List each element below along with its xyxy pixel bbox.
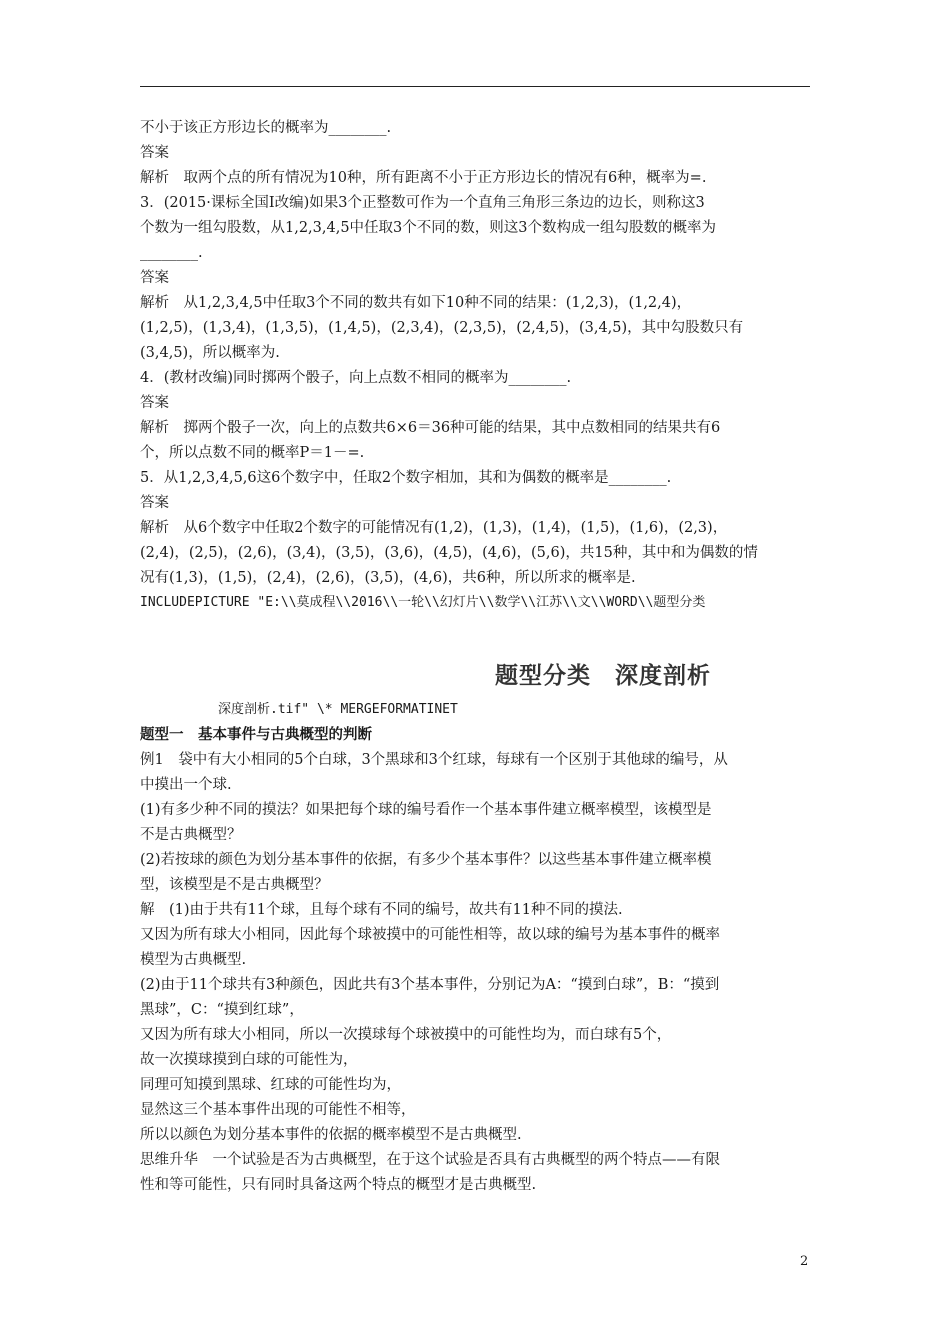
problem-5: 5．从1,2,3,4,5,6这6个数字中，任取2个数字相加，其和为偶数的概率是________. <box>140 470 672 486</box>
text-line: 模型为古典概型. <box>140 952 247 968</box>
text-line: (2)由于11个球共有3种颜色，因此共有3个基本事件，分别记为A：“摸到白球”，B：“摸到 <box>140 977 720 993</box>
answer-label: 答案 <box>140 495 169 511</box>
text-line: 解析 从6个数字中任取2个数字的可能情况有(1,2)，(1,3)，(1,4)，(1,5)，(1,6)，(2,3)， <box>140 520 728 536</box>
text-line: 性和等可能性，只有同时具备这两个特点的概型才是古典概型. <box>140 1177 537 1193</box>
field-code-tail: 深度剖析.tif" \* MERGEFORMATINET <box>218 702 458 717</box>
text-line: 黑球”，C：“摸到红球”， <box>140 1002 304 1018</box>
text-line: 同理可知摸到黑球、红球的可能性均为， <box>140 1077 401 1093</box>
text-line: 解析 从1,2,3,4,5中任取3个不同的数共有如下10种不同的结果：(1,2,3)，(1,2,4)， <box>140 295 692 311</box>
text-line: 又因为所有球大小相同，因此每个球被摸中的可能性相等，故以球的编号为基本事件的概率 <box>140 927 720 943</box>
field-code-line: INCLUDEPICTURE "E:\\莫成程\\2016\\一轮\\幻灯片\\数学\\江苏\\文\\WORD\\题型分类 <box>140 595 706 610</box>
text-line: 不小于该正方形边长的概率为________. <box>140 120 392 136</box>
type-heading: 题型一 基本事件与古典概型的判断 <box>140 726 372 743</box>
text-line: 所以以颜色为划分基本事件的依据的概率模型不是古典概型. <box>140 1127 522 1143</box>
text-line: (2,4)，(2,5)，(2,6)，(3,4)，(3,5)，(3,6)，(4,5)，(4,6)，(5,6)，共15种，其中和为偶数的情 <box>140 545 758 561</box>
text-line: (1,2,5)，(1,3,4)，(1,3,5)，(1,4,5)，(2,3,4)，(2,3,5)，(2,4,5)，(3,4,5)，其中勾股数只有 <box>140 320 744 336</box>
text-line: 况有(1,3)，(1,5)，(2,4)，(2,6)，(3,5)，(4,6)，共6种，所以所求的概率是. <box>140 570 636 586</box>
text-line: 中摸出一个球. <box>140 777 232 793</box>
text-line: 型，该模型是不是古典概型？ <box>140 877 329 893</box>
answer-label: 答案 <box>140 270 169 286</box>
header-rule <box>140 86 810 87</box>
problem-3: 3．(2015·课标全国Ⅰ改编)如果3个正整数可作为一个直角三角形三条边的边长，则称这3 <box>140 195 705 211</box>
text-line: 显然这三个基本事件出现的可能性不相等， <box>140 1102 416 1118</box>
answer-label: 答案 <box>140 395 169 411</box>
problem-4: 4．(教材改编)同时掷两个骰子，向上点数不相同的概率为________. <box>140 370 572 386</box>
text-line: 个数为一组勾股数，从1,2,3,4,5中任取3个不同的数，则这3个数构成一组勾股数的概率为 <box>140 220 717 236</box>
summary-line: 思维升华 一个试验是否为古典概型，在于这个试验是否具有古典概型的两个特点——有限 <box>140 1152 720 1168</box>
lower-content <box>140 700 812 1200</box>
text-line: (3,4,5)，所以概率为. <box>140 345 280 361</box>
text-line: 不是古典概型？ <box>140 827 242 843</box>
text-line: ________. <box>140 245 203 261</box>
page-number: 2 <box>800 1254 809 1269</box>
solution-line: 解 (1)由于共有11个球，且每个球有不同的编号，故共有11种不同的摸法. <box>140 902 623 918</box>
text-line: 解析 取两个点的所有情况为10种，所有距离不小于正方形边长的情况有6种，概率为=. <box>140 170 707 186</box>
text-line: 个，所以点数不同的概率P＝1－=. <box>140 445 365 461</box>
question-1: (1)有多少种不同的摸法？如果把每个球的编号看作一个基本事件建立概率模型，该模型是 <box>140 802 712 818</box>
text-line: 又因为所有球大小相同，所以一次摸球每个球被摸中的可能性均为，而白球有5个， <box>140 1027 672 1043</box>
answer-label: 答案 <box>140 145 169 161</box>
section-heading: 题型分类 深度剖析 <box>495 663 711 689</box>
upper-content <box>140 118 812 618</box>
text-line: 解析 掷两个骰子一次，向上的点数共6×6＝36种可能的结果，其中点数相同的结果共有6 <box>140 420 721 436</box>
text-line: 故一次摸球摸到白球的可能性为， <box>140 1052 358 1068</box>
example-1: 例1 袋中有大小相同的5个白球，3个黑球和3个红球，每球有一个区别于其他球的编号，从 <box>140 752 728 768</box>
question-2: (2)若按球的颜色为划分基本事件的依据，有多少个基本事件？以这些基本事件建立概率模 <box>140 852 712 868</box>
